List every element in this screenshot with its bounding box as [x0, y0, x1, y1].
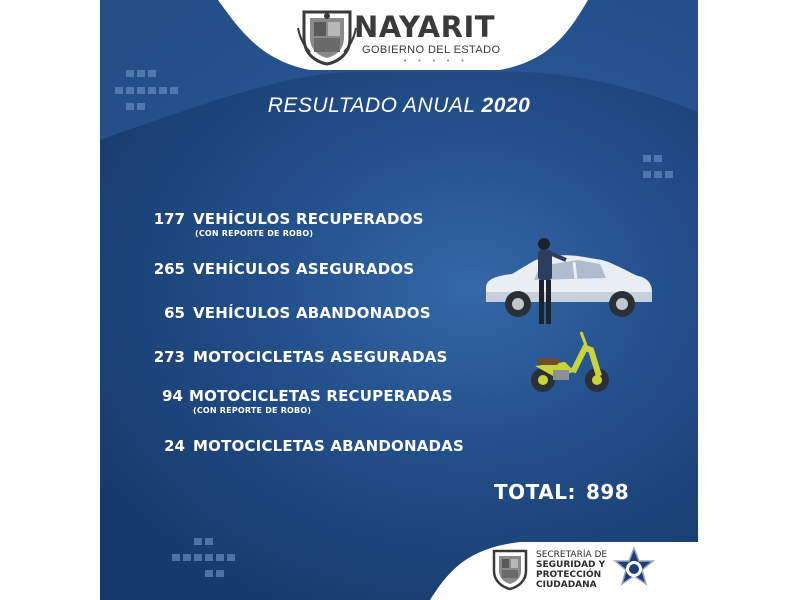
stat-item [100, 347, 448, 366]
motorcycle-illustration [525, 328, 615, 396]
infographic-poster [100, 0, 698, 600]
stat-label: VEHÍCULOS ABANDONADOS [193, 304, 431, 322]
footer-agency-name [536, 550, 607, 590]
stat-item [100, 436, 464, 455]
stat-note: (CON REPORTE DE ROBO) [193, 406, 312, 415]
total-label: TOTAL: [494, 480, 576, 504]
stat-label: MOTOCICLETAS ASEGURADAS [193, 348, 448, 366]
total [494, 480, 629, 504]
stat-value: 265 [153, 260, 185, 278]
stat-label: VEHÍCULOS RECUPERADOS [193, 210, 424, 228]
brand-title: NAYARIT [354, 10, 496, 44]
car-thief-illustration [482, 236, 654, 328]
footer-line-2: SEGURIDAD Y [536, 560, 606, 570]
stat-value: 24 [164, 437, 185, 455]
stat-label: MOTOCICLETAS RECUPERADAS [189, 387, 453, 405]
stat-item [100, 386, 453, 415]
stat-item [100, 303, 431, 322]
stat-label: VEHÍCULOS ASEGURADOS [193, 260, 415, 278]
stat-note: (CON REPORTE DE ROBO) [195, 229, 314, 238]
footer-line-1: SECRETARÍA DE [536, 550, 608, 560]
pixel-squares-right [643, 155, 673, 178]
stat-label: MOTOCICLETAS ABANDONADAS [193, 437, 464, 455]
stat-value: 177 [153, 210, 185, 228]
pixel-squares-bottom-left [172, 538, 235, 577]
headline [100, 94, 698, 118]
stat-value: 273 [153, 348, 185, 366]
total-value: 898 [585, 480, 630, 504]
headline-prefix: RESULTADO ANUAL [267, 94, 482, 117]
footer-line-4: CIUDADANA [536, 580, 597, 590]
police-star-badge-icon [612, 547, 656, 591]
brand-subtitle: GOBIERNO DEL ESTADO [362, 44, 501, 56]
stat-item [100, 259, 414, 278]
state-coat-of-arms-icon [296, 8, 358, 66]
headline-year: 2020 [481, 94, 531, 117]
stat-item [100, 209, 424, 238]
stat-value: 94 [162, 387, 183, 405]
state-coat-of-arms-icon [490, 547, 530, 591]
footer-line-3: PROTECCIÓN [536, 570, 602, 580]
stat-value: 65 [164, 304, 185, 322]
brand-dots: • • • • • [403, 57, 469, 65]
